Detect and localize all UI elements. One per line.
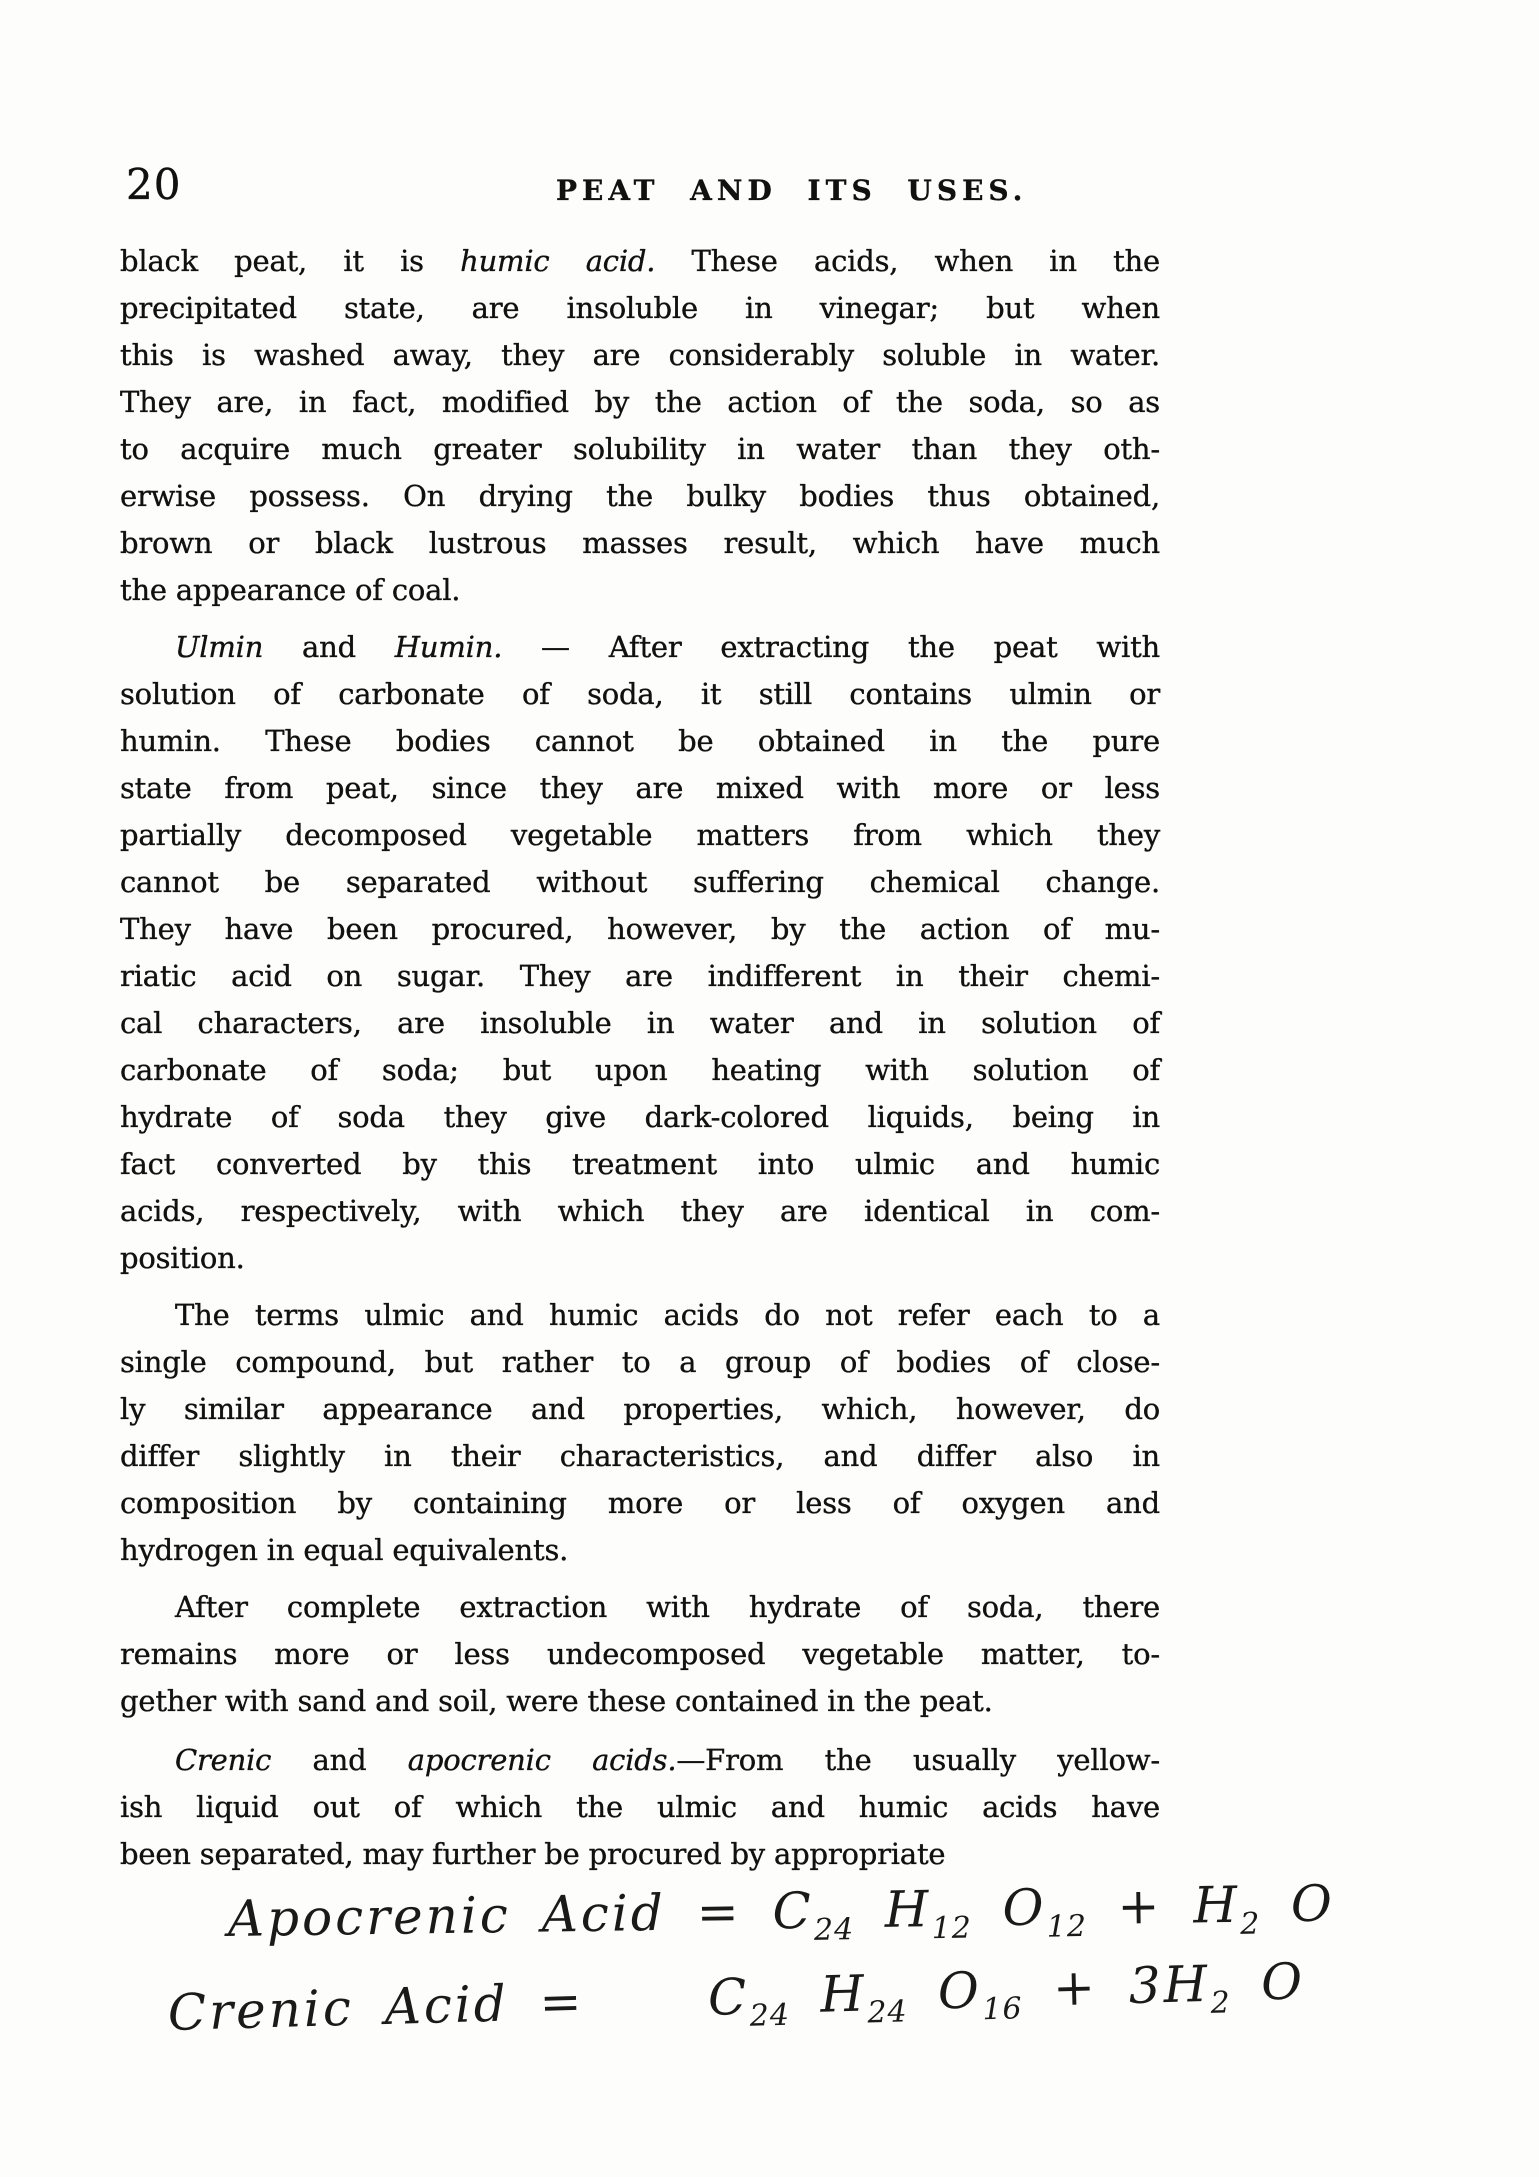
text-run: ish liquid out of which the ulmic and humic acids have	[120, 1790, 1160, 1824]
text-line	[120, 859, 1160, 906]
text-run: Apocrenic Acid =	[227, 1882, 773, 1948]
text-line	[120, 567, 1160, 614]
text-line	[120, 765, 1160, 812]
text-run: cal characters, are insoluble in water and in solution of	[120, 1006, 1160, 1040]
text-run: 2	[1210, 1985, 1232, 2021]
text-run: 16	[981, 1991, 1024, 2028]
text-run: Crenic Acid =	[167, 1968, 709, 2042]
text-run: differ slightly in their characteristics, and differ also in	[120, 1439, 1160, 1473]
text-run: been separated, may further be procured by appropriate	[120, 1837, 946, 1871]
text-run: remains more or less undecomposed vegetable matter, to-	[120, 1637, 1160, 1671]
text-line	[120, 1292, 1160, 1339]
text-run: O	[906, 1961, 983, 2022]
text-run: solution of carbonate of soda, it still contains ulmin or	[120, 677, 1160, 711]
text-line	[120, 520, 1160, 567]
text-line	[120, 718, 1160, 765]
text-line	[120, 1047, 1160, 1094]
text-run: and	[271, 1743, 408, 1777]
text-run: apocrenic acids.	[407, 1743, 677, 1777]
text-run: H	[853, 1880, 932, 1940]
text-line	[120, 379, 1160, 426]
text-line	[120, 473, 1160, 520]
text-run: and	[263, 630, 395, 664]
text-line	[120, 1141, 1160, 1188]
text-run: — After extracting the peat with	[502, 630, 1160, 664]
text-line	[120, 671, 1160, 718]
text-run: They have been procured, however, by the action of mu-	[120, 912, 1160, 946]
paragraph	[120, 1584, 1160, 1725]
text-line	[120, 1527, 1160, 1574]
text-line	[120, 1339, 1160, 1386]
text-run: + 3H	[1021, 1954, 1211, 2019]
text-line	[120, 1737, 1160, 1784]
text-run: ly similar appearance and properties, which, however, do	[120, 1392, 1160, 1426]
text-line	[120, 1433, 1160, 1480]
text-run: Ulmin	[175, 630, 264, 664]
text-run: single compound, but rather to a group of bodies of close-	[120, 1345, 1160, 1379]
text-line	[120, 1386, 1160, 1433]
text-run: —From the usually yellow-	[676, 1743, 1161, 1777]
text-run: The terms ulmic and humic acids do not refer each to a	[175, 1298, 1160, 1332]
text-run: this is washed away, they are considerably soluble in water.	[120, 338, 1160, 372]
text-run: fact converted by this treatment into ulmic and humic	[120, 1147, 1160, 1181]
text-run: C	[707, 1967, 751, 2027]
text-line	[120, 812, 1160, 859]
text-run: O	[971, 1878, 1047, 1938]
text-line	[120, 1678, 1160, 1725]
text-run: Humin.	[394, 630, 503, 664]
text-run: Crenic	[175, 1743, 272, 1777]
text-run: erwise possess. On drying the bulky bodies thus obtained,	[120, 479, 1160, 513]
text-run: + H	[1086, 1875, 1241, 1937]
text-run: humic acid.	[460, 244, 656, 278]
text-run: 24	[866, 1994, 909, 2031]
text-run: 12	[931, 1910, 973, 1947]
text-run: cannot be separated without suffering chemical change.	[120, 865, 1160, 899]
text-run: O	[1229, 1952, 1306, 2013]
text-line	[120, 1094, 1160, 1141]
text-run: C	[772, 1881, 815, 1941]
page-number: 20	[126, 160, 182, 209]
text-run: riatic acid on sugar. They are indifferent in their chemi-	[120, 959, 1160, 993]
text-run: O	[1259, 1874, 1336, 1934]
text-line	[120, 1784, 1160, 1831]
text-run: H	[788, 1964, 868, 2025]
text-line	[120, 332, 1160, 379]
text-run: state from peat, since they are mixed with more or less	[120, 771, 1160, 805]
text-run: precipitated state, are insoluble in vinegar; but when	[120, 291, 1160, 325]
text-line	[120, 906, 1160, 953]
text-run: After complete extraction with hydrate of soda, there	[175, 1590, 1160, 1624]
text-run: position.	[120, 1241, 245, 1275]
text-line	[120, 1584, 1160, 1631]
text-run: 12	[1046, 1909, 1088, 1945]
paragraph	[120, 238, 1160, 614]
text-run: gether with sand and soil, were these contained in the peat.	[120, 1684, 993, 1718]
handwritten-formula-apocrenic	[228, 1875, 1336, 1956]
text-run: composition by containing more or less of oxygen and	[120, 1486, 1160, 1520]
text-run: carbonate of soda; but upon heating with solution of	[120, 1053, 1160, 1087]
text-line	[120, 1631, 1160, 1678]
text-run: partially decomposed vegetable matters from which they	[120, 818, 1160, 852]
text-run: These acids, when in the	[655, 244, 1160, 278]
text-line	[120, 624, 1160, 671]
body-text	[120, 238, 1160, 1890]
text-run: hydrate of soda they give dark-colored liquids, being in	[120, 1100, 1160, 1134]
text-run: 2	[1239, 1906, 1261, 1942]
text-run: acids, respectively, with which they are identical in com-	[120, 1194, 1160, 1228]
text-run: 24	[813, 1912, 855, 1948]
text-line	[120, 1188, 1160, 1235]
text-run: black peat, it is	[120, 244, 461, 278]
running-header-title: PEAT AND ITS USES.	[556, 174, 1028, 207]
text-run: to acquire much greater solubility in water than they oth-	[120, 432, 1160, 466]
handwritten-formula-crenic	[167, 1952, 1306, 2050]
text-line	[120, 1480, 1160, 1527]
text-run: the appearance of coal.	[120, 573, 461, 607]
text-line	[120, 953, 1160, 1000]
text-run: hydrogen in equal equivalents.	[120, 1533, 569, 1567]
text-line	[120, 1235, 1160, 1282]
paragraph	[120, 1292, 1160, 1574]
text-line	[120, 426, 1160, 473]
paragraph	[120, 1737, 1160, 1878]
paragraph	[120, 624, 1160, 1282]
text-run: brown or black lustrous masses result, which have much	[120, 526, 1160, 560]
text-run: They are, in fact, modified by the action of the soda, so as	[120, 385, 1160, 419]
text-line	[120, 238, 1160, 285]
text-line	[120, 285, 1160, 332]
text-line	[120, 1000, 1160, 1047]
text-run: 24	[749, 1997, 791, 2034]
text-line	[120, 1831, 1160, 1878]
text-run: humin. These bodies cannot be obtained in the pure	[120, 724, 1160, 758]
